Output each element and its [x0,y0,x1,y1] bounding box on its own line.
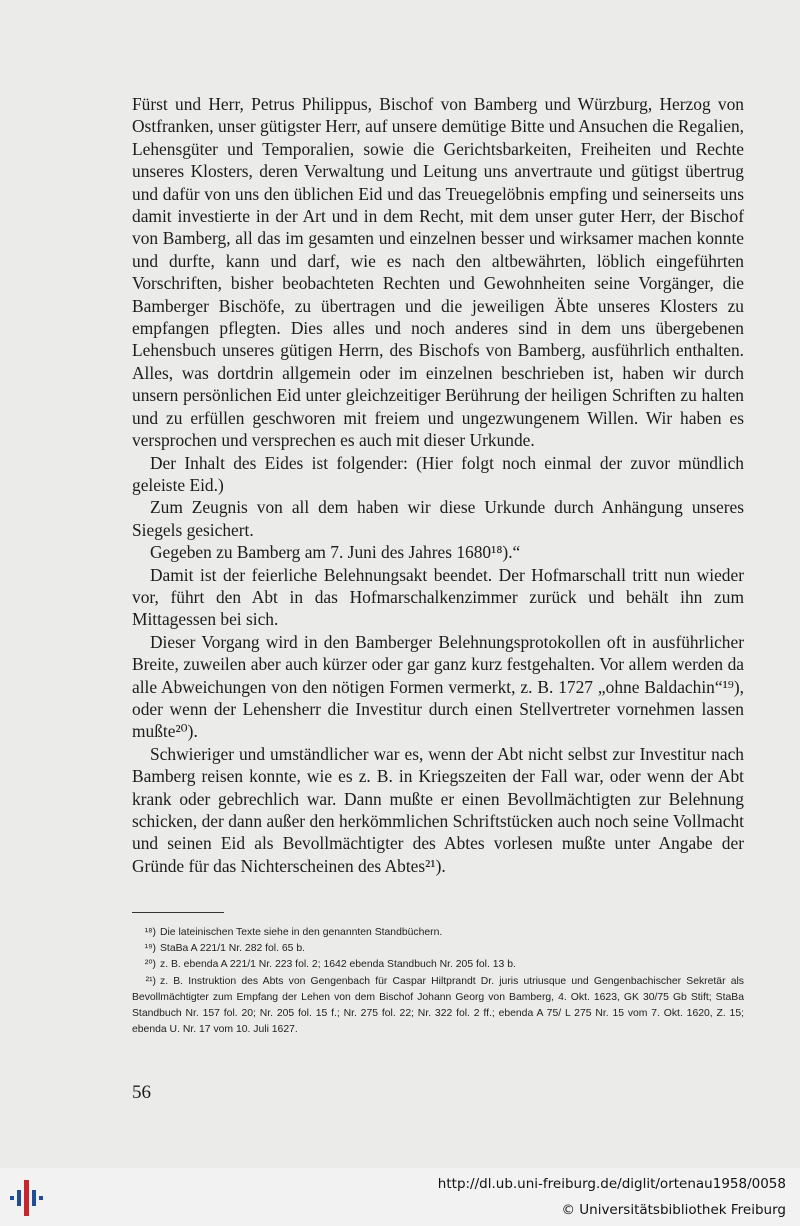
footnotes [132,925,744,1038]
paragraph: Fürst und Herr, Petrus Philippus, Bischof von Bamberg und Würzburg, Herzog von Ostfranken, unser gütigster Herr, auf unsere demütige Bitte und Ansuchen die Regalien, Lehensgüter und Temporalien, sowie die Gerichtsbarkeiten, Freiheiten und Rechte unseres Klosters, deren Verwaltung und Leitung uns anvertraute und gütigst übertrug und dafür von uns den üblichen Eid und das Treuegelöbnis empfing und seinerseits uns damit investierte in der Art und in dem Recht, mit dem unser guter Herr, der Bischof von Bamberg, all das im gesamten und einzelnen besser und wirksamer machen konnte und durfte, kann und darf, wie es nach den altbewährten, löblich eingeführten Vorschriften, bisher beobachteten Rechten und Gewohnheiten seine Vorgänger, die Bamberger Bischöfe, zu übertragen und die jeweiligen Äbte unseres Klosters zu empfangen pflegten. Dies alles und noch anderes sind in dem uns übergebenen Lehensbuch unseres gütigen Herrn, des Bischofs von Bamberg, ausführlich enthalten. Alles, was dortdrin allgemein oder im einzelnen beschrieben ist, haben wir durch unsern persönlichen Eid unter gleichzeitiger Berührung der heiligen Schriften zu halten und zu erfüllen geschworen mit freiem und ungezwungenem Willen. Wir haben es versprochen und versprechen es auch mit dieser Urkunde. [132,94,744,451]
source-url-link[interactable]: http://dl.ub.uni-freiburg.de/diglit/ortenau1958/0058 [437,1176,786,1192]
footnote-divider [132,912,224,913]
footer-bar [0,1168,800,1226]
footnote-text: Die lateinischen Texte siehe in den genannten Standbüchern. [160,927,443,938]
footnote-number: ²⁰) [144,959,156,971]
footnote [132,974,744,1039]
footnote [132,941,744,957]
paragraph: Gegeben zu Bamberg am 7. Juni des Jahres 1680¹⁸).“ [150,542,521,563]
paragraph: Dieser Vorgang wird in den Bamberger Belehnungsprotokollen oft in ausführlicher Breite, zuweilen aber auch kürzer oder gar ganz kurz festgehalten. Vor allem werden da alle Abweichungen von den nötigen Formen vermerkt, z. B. 1727 „ohne Baldachin“¹⁹), oder wenn der Lehensherr die Investitur durch einen Stellvertreter vornehmen lassen mußte²⁰). [132,631,744,742]
body-text [132,93,744,877]
footnote-number: ²¹) [145,975,156,987]
paragraph: Schwieriger und umständlicher war es, wenn der Abt nicht selbst zur Investitur nach Bamberg reisen konnte, wie es z. B. in Kriegszeiten der Fall war, oder wenn der Abt krank oder gebrechlich war. Dann mußte er einen Bevollmächtigten zur Belehnung schicken, der dann außer den herkömmlichen Schriftstücken auch noch seine Vollmacht und seinen Eid als Bevollmächtigter des Abtes vorlesen mußte unter Angabe der Gründe für das Nichterscheinen des Abtes²¹). [132,743,744,876]
footnote-number: ¹⁸) [144,927,156,938]
page-number: 56 [132,1082,151,1103]
paragraph: Der Inhalt des Eides ist folgender: (Hier folgt noch einmal der zuvor mündlich geleiste Eid.) [132,452,744,495]
footnote [132,957,744,973]
copyright-notice: © Universitätsbibliothek Freiburg [561,1202,786,1218]
footnote-number: ¹⁹) [144,943,156,955]
paragraph: Zum Zeugnis von all dem haben wir diese Urkunde durch Anhängung unseres Siegels gesichert. [132,497,744,540]
footnote-text: StaBa A 221/1 Nr. 282 fol. 65 b. [160,943,305,955]
footnote-text: z. B. Instruktion des Abts von Gengenbach für Caspar Hiltprandt Dr. juris utriusque und Gengenbachischer Sekretär als Bevollmächtigter zum Empfang der Lehen von dem Bischof Johann Georg von Bamberg, 4. Okt. 1623, GK 30/75 Gb Stift; StaBa Standbuch Nr. 157 fol. 20; Nr. 205 fol. 15 f.; Nr. 275 fol. 22; Nr. 322 fol. 2 ff.; ebenda A 75/ L 275 Nr. 15 vom 7. Okt. 1620, Z. 15; ebenda U. Nr. 17 vom 10. Juli 1627. [132,975,744,1036]
paragraph: Damit ist der feierliche Belehnungsakt beendet. Der Hofmarschall tritt nun wieder vor, führt den Abt in das Hofmarschalkenzimmer zurück und behält ihn zum Mittagessen bei sich. [132,564,744,630]
footnote [132,925,744,941]
ub-freiburg-logo-icon [8,1178,48,1218]
footnote-text: z. B. ebenda A 221/1 Nr. 223 fol. 2; 1642 ebenda Standbuch Nr. 205 fol. 13 b. [160,959,516,971]
